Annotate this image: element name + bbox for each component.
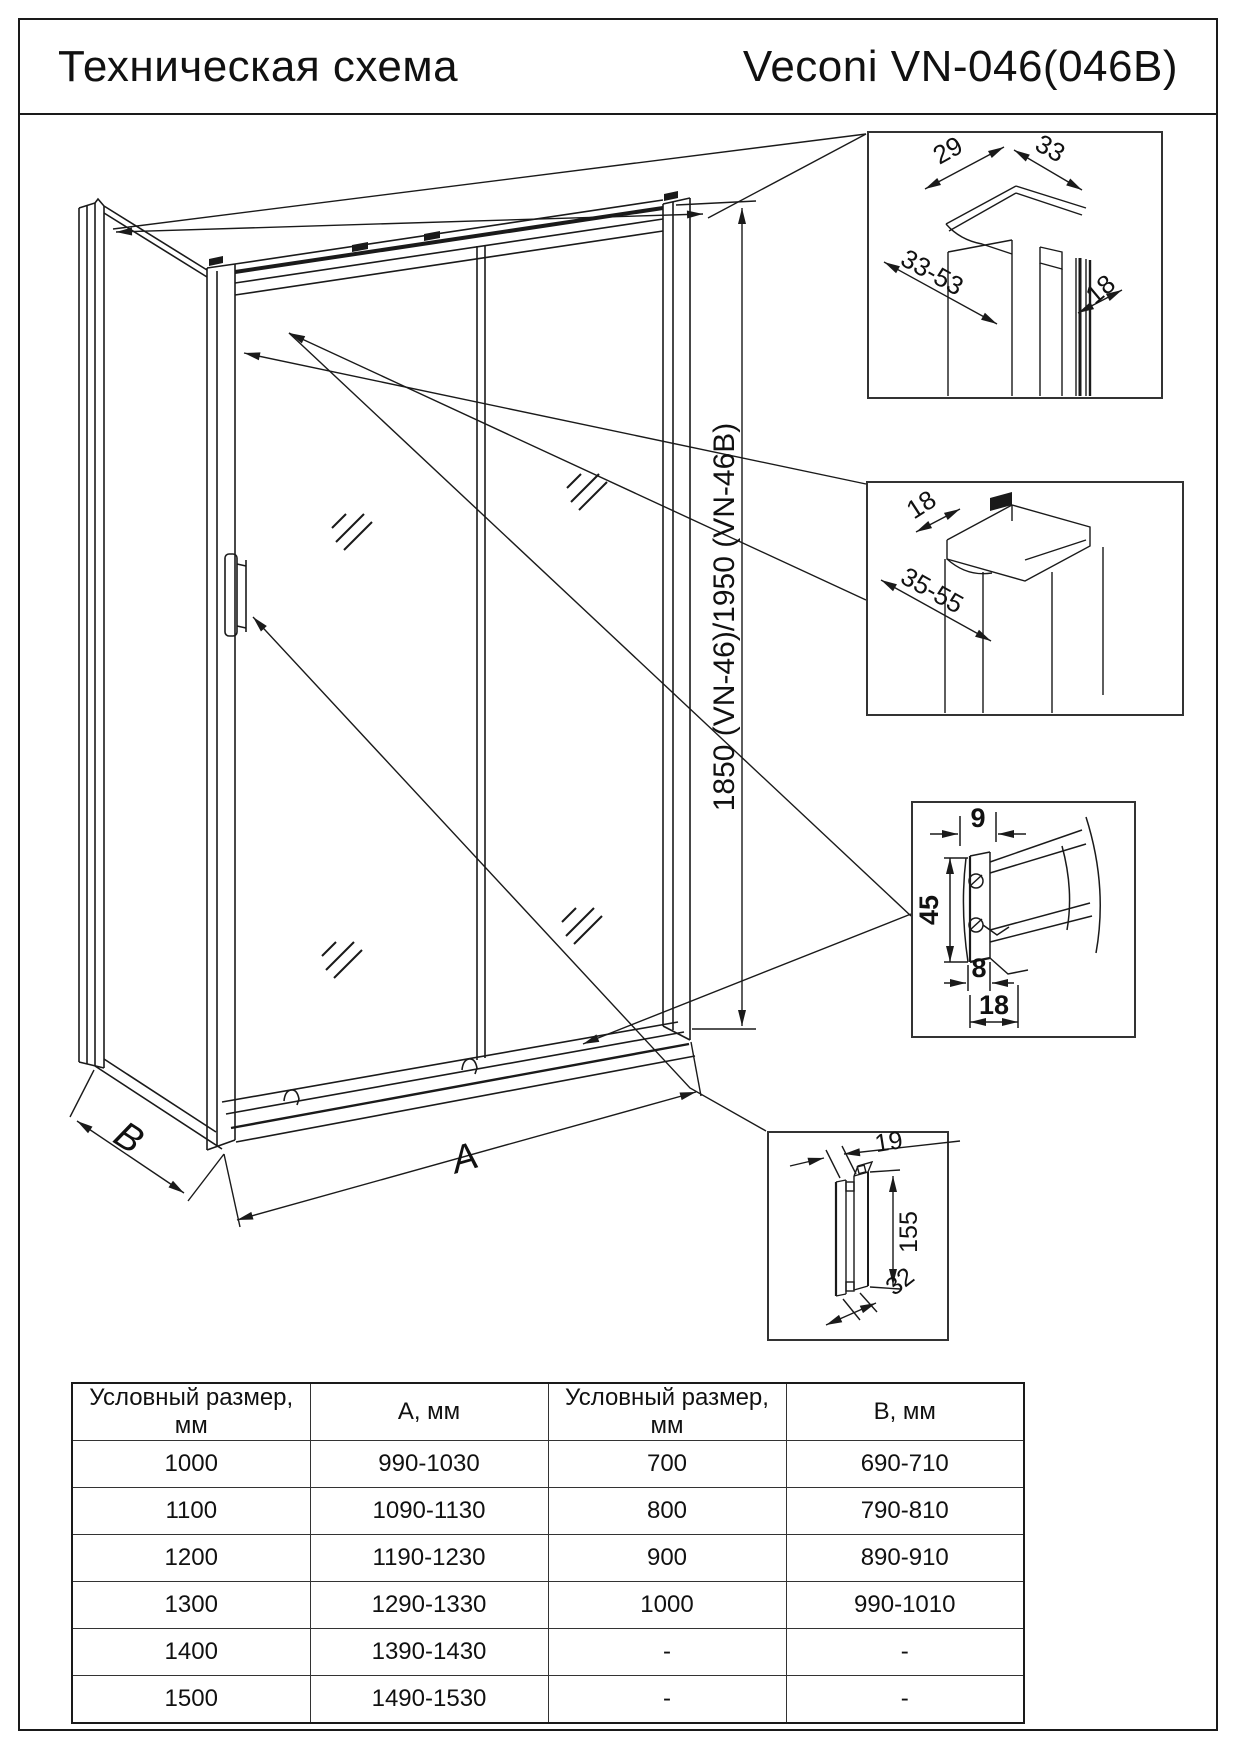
table-row	[72, 1441, 1024, 1488]
table-cell: -	[548, 1676, 786, 1723]
detail-dim-32: 32	[880, 1262, 920, 1302]
detail-dim-45: 45	[914, 894, 944, 926]
table-cell: 1000	[548, 1582, 786, 1629]
table-cell: 1390-1430	[310, 1629, 548, 1676]
table-row	[72, 1676, 1024, 1723]
detail-dim-18-top: 18	[1079, 268, 1121, 310]
table-cell: 800	[548, 1488, 786, 1535]
side-glass-panel	[95, 206, 222, 1149]
leader-wall-side-1	[289, 333, 911, 916]
table-header-cell: А, мм	[310, 1383, 548, 1441]
table-cell: -	[786, 1676, 1024, 1723]
top-track	[235, 200, 663, 295]
detail-dim-33: 33	[1030, 127, 1071, 169]
right-frame-post	[663, 191, 690, 1040]
table-cell: 1290-1330	[310, 1582, 548, 1629]
detail-dim-9: 9	[970, 803, 986, 833]
detail-dim-19: 19	[872, 1126, 905, 1159]
detail-dim-33-53: 33-53	[896, 242, 969, 302]
width-dimension-arrow	[116, 214, 703, 232]
table-cell: 1090-1130	[310, 1488, 548, 1535]
shower-enclosure	[79, 191, 695, 1150]
detail-dim-35-55: 35-55	[896, 560, 969, 620]
leader-wall-side-2	[583, 914, 911, 1044]
table-cell: 890-910	[786, 1535, 1024, 1582]
dimension-b-label: B	[106, 1113, 151, 1163]
table-cell: 690-710	[786, 1441, 1024, 1488]
table-header-cell: Условный размер, мм	[548, 1383, 786, 1441]
detail-dim-155: 155	[895, 1211, 923, 1253]
dimension-a-label: A	[446, 1134, 483, 1183]
detail-dim-8: 8	[971, 953, 987, 983]
bottom-track	[222, 1022, 695, 1142]
table-cell: 1190-1230	[310, 1535, 548, 1582]
leader-top-profile-2	[708, 134, 866, 218]
leader-wall-top-2	[289, 333, 866, 600]
table-cell: 1500	[72, 1676, 310, 1723]
glass-divider	[477, 245, 485, 1060]
left-frame-post	[207, 256, 235, 1150]
table-cell: 1400	[72, 1629, 310, 1676]
detail-dim-18-side: 18	[978, 990, 1010, 1020]
glass-hatch-marks	[322, 474, 607, 978]
table-header-cell: В, мм	[786, 1383, 1024, 1441]
table-cell: 1000	[72, 1441, 310, 1488]
detail-box-wall-profile-top	[867, 482, 1183, 715]
height-dimension-label: 1850 (VN-46)/1950 (VN-46B)	[708, 422, 741, 812]
table-row	[72, 1582, 1024, 1629]
leader-handle	[253, 617, 766, 1131]
table-cell: 990-1030	[310, 1441, 548, 1488]
leader-wall-top-1	[244, 353, 866, 484]
table-row	[72, 1629, 1024, 1676]
table-cell: -	[548, 1629, 786, 1676]
page-title: Техническая схема	[58, 41, 459, 91]
table-header-cell: Условный размер, мм	[72, 1383, 310, 1441]
table-row	[72, 1488, 1024, 1535]
side-wall-profile	[79, 199, 104, 1068]
detail-box-handle	[768, 1126, 960, 1340]
detail-dim-18-wall: 18	[900, 483, 942, 525]
dimensions-table	[71, 1382, 1025, 1724]
table-cell: 1490-1530	[310, 1676, 548, 1723]
leader-top-profile-1	[113, 134, 866, 229]
table-cell: 1100	[72, 1488, 310, 1535]
table-cell: 990-1010	[786, 1582, 1024, 1629]
main-dimensions	[70, 134, 911, 1227]
detail-box-wall-profile-side	[912, 802, 1135, 1037]
table-cell: -	[786, 1629, 1024, 1676]
table-cell: 1300	[72, 1582, 310, 1629]
table-header-row	[72, 1383, 1024, 1441]
table-cell: 900	[548, 1535, 786, 1582]
detail-dim-29: 29	[927, 129, 968, 171]
table-cell: 790-810	[786, 1488, 1024, 1535]
table-row	[72, 1535, 1024, 1582]
table-cell: 700	[548, 1441, 786, 1488]
model-title: Veconi VN-046(046B)	[742, 41, 1178, 91]
detail-box-top-profile	[868, 128, 1162, 398]
table-cell: 1200	[72, 1535, 310, 1582]
